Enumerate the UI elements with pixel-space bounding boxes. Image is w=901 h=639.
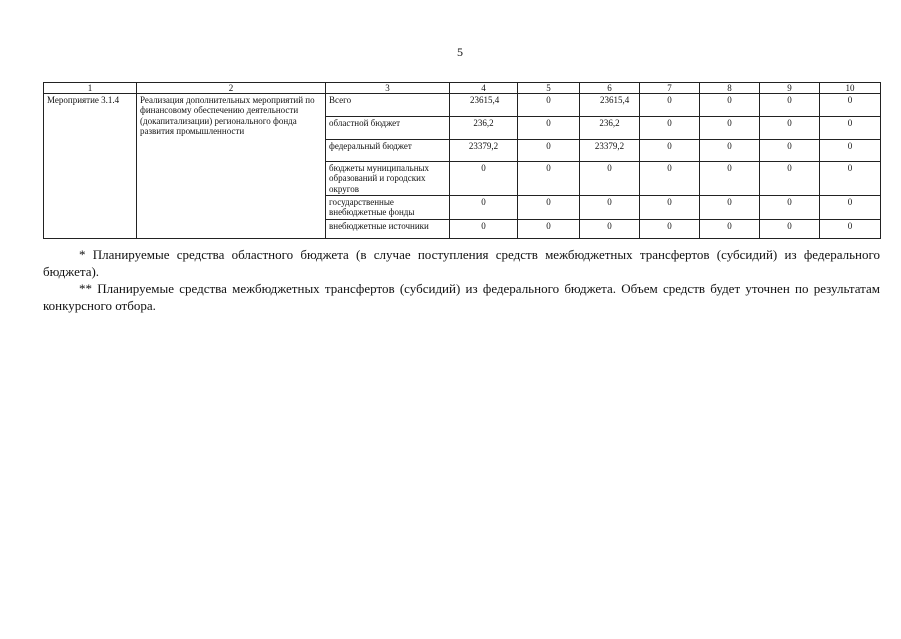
value-cell: 23379,2 (450, 140, 518, 162)
value-cell: 0 (700, 140, 760, 162)
value-cell: 0 (760, 94, 820, 117)
value-cell: 0 (518, 140, 580, 162)
value-cell: 0 (760, 162, 820, 196)
value-cell: 0 (450, 196, 518, 220)
source-cell: федеральный бюджет (326, 140, 450, 162)
column-header: 5 (518, 83, 580, 94)
value-cell: 0 (820, 117, 881, 140)
column-header: 2 (137, 83, 326, 94)
description-cell: Реализация дополнительных мероприятий по финансовому обеспечению деятельности (докапитализации) регионального фонда развития промышленности (137, 94, 326, 239)
source-cell: государственные внебюджетные фонды (326, 196, 450, 220)
value-cell: 0 (580, 162, 640, 196)
source-cell: областной бюджет (326, 117, 450, 140)
value-cell: 0 (700, 162, 760, 196)
value-cell: 0 (640, 117, 700, 140)
table-header-row (44, 83, 881, 94)
value-cell: 0 (700, 94, 760, 117)
footnote-2: ** Планируемые средства межбюджетных трансфертов (субсидий) из федерального бюджета. Объем средств будет уточнен по результатам конкурсного отбора. (43, 281, 880, 313)
value-cell: 0 (518, 162, 580, 196)
value-cell: 0 (640, 220, 700, 239)
value-cell: 0 (820, 140, 881, 162)
value-cell: 0 (820, 162, 881, 196)
value-cell: 0 (700, 220, 760, 239)
source-cell: внебюджетные источники (326, 220, 450, 239)
column-header: 1 (44, 83, 137, 94)
column-header: 9 (760, 83, 820, 94)
value-cell: 23379,2 (580, 140, 640, 162)
value-cell: 0 (450, 220, 518, 239)
measure-cell: Мероприятие 3.1.4 (44, 94, 137, 239)
page-number: 5 (457, 45, 463, 59)
value-cell: 0 (640, 94, 700, 117)
value-cell: 0 (640, 162, 700, 196)
value-cell: 23615,4 (450, 94, 518, 117)
value-cell: 236,2 (580, 117, 640, 140)
footnote-1: * Планируемые средства областного бюджета (в случае поступления средств межбюджетных трансфертов (субсидий) из федерального бюджета). (43, 247, 880, 279)
value-cell: 0 (580, 220, 640, 239)
column-header: 3 (326, 83, 450, 94)
column-header: 8 (700, 83, 760, 94)
value-cell: 0 (518, 196, 580, 220)
table-row (44, 94, 881, 117)
value-cell: 0 (820, 94, 881, 117)
value-cell: 0 (640, 140, 700, 162)
footnotes (43, 246, 880, 314)
value-cell: 0 (760, 117, 820, 140)
column-header: 4 (450, 83, 518, 94)
value-cell: 0 (518, 94, 580, 117)
source-cell: бюджеты муниципальных образований и городских округов (326, 162, 450, 196)
value-cell: 0 (700, 117, 760, 140)
value-cell: 0 (518, 117, 580, 140)
value-cell: 0 (450, 162, 518, 196)
value-cell: 0 (760, 220, 820, 239)
source-cell: Всего (326, 94, 450, 117)
column-header: 10 (820, 83, 881, 94)
value-cell: 0 (640, 196, 700, 220)
value-cell: 0 (518, 220, 580, 239)
value-cell: 23615,4 (580, 94, 640, 117)
column-header: 6 (580, 83, 640, 94)
value-cell: 236,2 (450, 117, 518, 140)
budget-table (43, 82, 881, 239)
value-cell: 0 (580, 196, 640, 220)
value-cell: 0 (820, 220, 881, 239)
value-cell: 0 (760, 196, 820, 220)
value-cell: 0 (820, 196, 881, 220)
column-header: 7 (640, 83, 700, 94)
value-cell: 0 (760, 140, 820, 162)
value-cell: 0 (700, 196, 760, 220)
